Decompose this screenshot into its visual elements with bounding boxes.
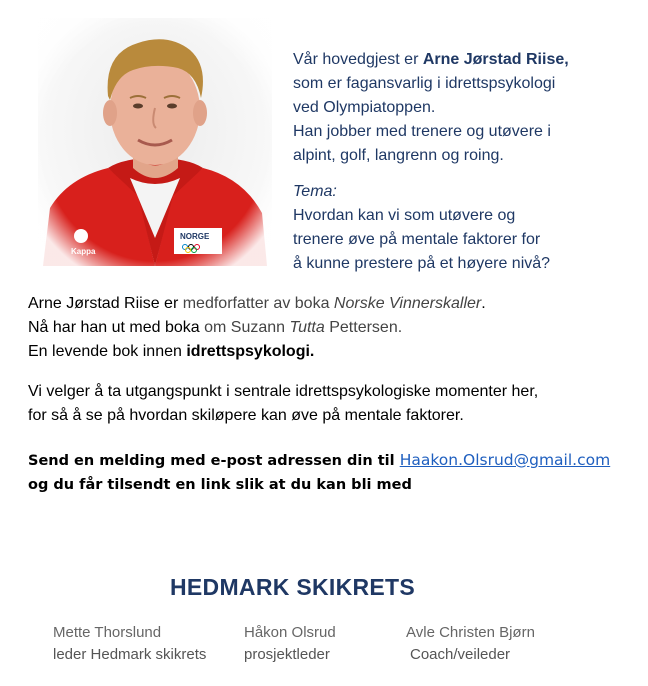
approach-line-1: Vi velger å ta utgangspunkt i sentrale idrettspsykologiske momenter her,: [28, 383, 539, 400]
signup-instructions: [28, 448, 628, 497]
org-name: HEDMARK SKIKRETS: [169, 574, 416, 600]
guest-intro: [293, 48, 633, 276]
person-name: Mette Thorslund: [53, 624, 162, 641]
text-fragment: medforfatter av boka: [182, 295, 334, 312]
tema-label: Tema:: [293, 183, 337, 200]
contact-person: [244, 622, 336, 666]
person-role: Coach/veileder: [410, 646, 511, 663]
signup-line-1: [28, 448, 628, 473]
person-role: leder Hedmark skikrets: [53, 646, 207, 663]
book-paragraph: [28, 292, 628, 364]
signup-line-2: og du får tilsendt en link slik at du kan bli med: [28, 477, 412, 493]
tema-line-1: Hvordan kan vi som utøvere og: [293, 207, 516, 224]
text-fragment: .: [481, 295, 486, 312]
guest-photo: [38, 18, 272, 266]
text-fragment: idrettspsykologi.: [186, 343, 315, 360]
person-name: Håkon Olsrud: [244, 624, 336, 641]
book-line-2: [28, 316, 628, 340]
text-fragment: Send en melding med e-post adressen din til: [28, 453, 400, 469]
tema-line-2: trenere øve på mentale faktorer for: [293, 231, 541, 248]
contact-person: [53, 622, 206, 666]
text-fragment: Pettersen.: [324, 319, 403, 336]
approach-paragraph: [28, 380, 628, 428]
guest-name: Arne Jørstad Riise,: [422, 51, 569, 68]
book-line-1: [28, 292, 628, 316]
text-fragment: Arne Jørstad Riise er: [28, 295, 183, 312]
email-link[interactable]: Haakon.Olsrud@gmail.com: [399, 451, 611, 469]
book-title: Norske Vinnerskaller: [333, 295, 482, 312]
book-line-3: [28, 340, 628, 364]
text-fragment: Nå har han ut med boka: [28, 319, 205, 336]
text-fragment: om Suzann: [204, 319, 290, 336]
approach-line-2: for så å se på hvordan skiløpere kan øve på mentale faktorer.: [28, 407, 464, 424]
intro-line-1: [293, 48, 633, 72]
intro-line-3: ved Olympiatoppen.: [293, 99, 436, 116]
person-name: Avle Christen Bjørn: [406, 624, 535, 641]
intro-line-2: som er fagansvarlig i idrettspsykologi: [293, 75, 556, 92]
contact-person: [406, 622, 535, 666]
person-role: prosjektleder: [244, 646, 330, 663]
intro-lead: Vår hovedgjest er: [293, 51, 423, 68]
intro-line-5: alpint, golf, langrenn og roing.: [293, 147, 504, 164]
text-fragment: Tutta: [289, 319, 325, 336]
tema-line-3: å kunne prestere på et høyere nivå?: [293, 255, 551, 272]
intro-line-4: Han jobber med trenere og utøvere i: [293, 123, 551, 140]
text-fragment: En levende bok innen: [28, 343, 187, 360]
